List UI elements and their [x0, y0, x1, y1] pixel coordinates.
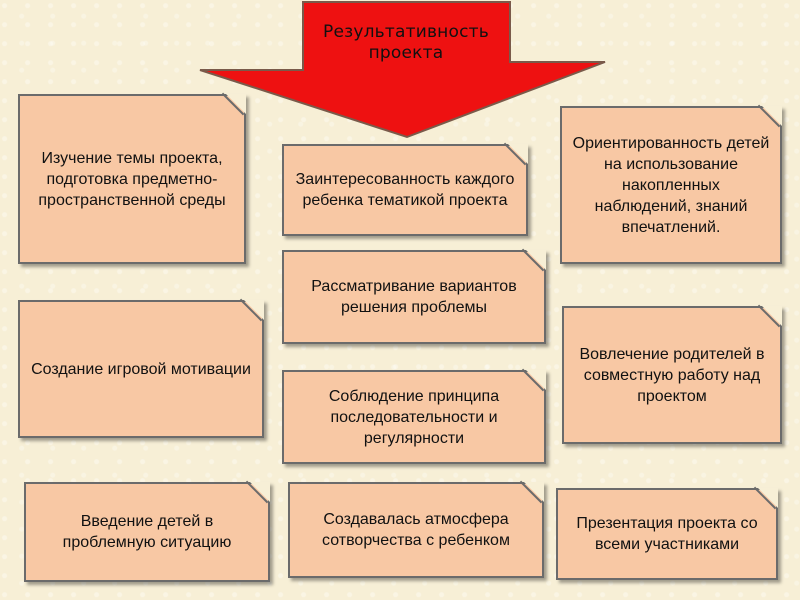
box-game-motivation — [18, 300, 264, 438]
box-solution-variants-text: Рассматривание вариантов решения проблемы — [311, 278, 517, 316]
result-arrow-label: Результативность проекта — [323, 22, 489, 63]
box-game-motivation-text: Создание игровой мотивации — [31, 360, 251, 378]
box-parents-involvement — [562, 306, 782, 444]
box-child-interest — [282, 144, 528, 236]
box-co-creation-text: Создавалась атмосфера сотворчества с ребенком — [322, 511, 510, 549]
box-parents-involvement-text: Вовлечение родителей в совместную работу над проектом — [579, 345, 765, 405]
box-presentation — [556, 488, 778, 580]
box-orientation-text: Ориентированность детей на использование накопленных наблюдений, знаний впечатлений. — [572, 134, 770, 236]
box-consistency — [282, 370, 546, 464]
box-problem-situation — [24, 482, 270, 582]
box-child-interest-text: Заинтересованность каждого ребенка тематикой проекта — [295, 171, 515, 209]
box-study-topic — [18, 94, 246, 264]
box-study-topic-text: Изучение темы проекта, подготовка предметно-пространственной среды — [38, 149, 226, 209]
box-consistency-text: Соблюдение принципа последовательности и регулярности — [328, 387, 500, 447]
box-solution-variants — [282, 250, 546, 344]
box-problem-situation-text: Введение детей в проблемную ситуацию — [62, 513, 232, 551]
box-co-creation — [288, 482, 544, 578]
box-orientation — [560, 106, 782, 264]
box-presentation-text: Презентация проекта со всеми участниками — [576, 515, 758, 553]
